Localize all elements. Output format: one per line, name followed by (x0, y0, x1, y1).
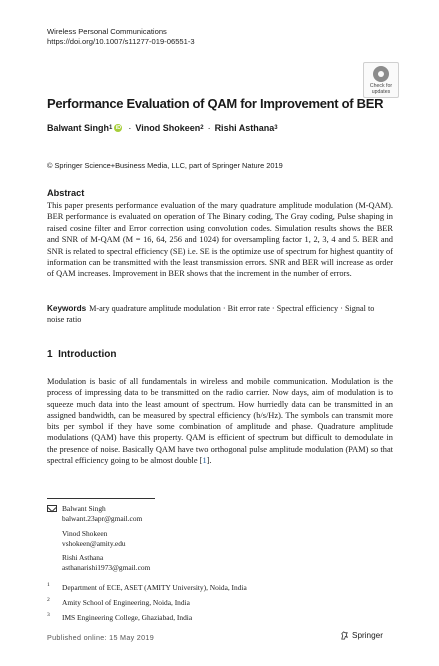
author-separator: · (128, 123, 132, 133)
paper-title: Performance Evaluation of QAM for Improvement of BER (47, 96, 384, 111)
publisher-logo (340, 631, 383, 640)
contact-name: Rishi Asthana (62, 553, 104, 562)
keywords-label: Keywords (47, 304, 87, 313)
contact-email[interactable]: balwant.23apr@gmail.com (62, 513, 143, 523)
author-list (47, 123, 278, 133)
affiliation-text: Department of ECE, ASET (AMITY University), Noida, India (62, 583, 247, 592)
section-heading (47, 349, 116, 360)
intro-end: ]. (206, 456, 212, 466)
affiliation (47, 613, 192, 622)
badge-text: Check for updates (369, 83, 393, 95)
author-name[interactable]: Vinod Shokeen (135, 123, 201, 133)
publisher-name: Springer (352, 631, 383, 640)
intro-text: Modulation is basic of all fundamentals in wireless and mobile communication. Modulation is the process of impressing data to be transmitted on the radio carrier. Now days, aim of modulation is to squeeze much data into the least amount of spectrum. How hurriedly data can be transmitted in an assigned bandwidth, can be measured by spectral efficiency (b/s/Hz). The symbols can transmit more bits per symbol if they have some combination of amplitude and phase. Quadrature amplitude modulations (QAM) have this property. QAM is efficient of spectrum but difficult to demodulate in the presence of noise. Basically QAM have two orthogonal pulse amplitude modulation (PAM) so that spectral efficiency going to be almost double [ (47, 377, 393, 466)
contact-email[interactable]: asthanarishi1973@gmail.com (62, 562, 151, 572)
contact-block (62, 504, 142, 523)
journal-header (47, 27, 195, 47)
author-affil-number: 2 (200, 125, 204, 131)
envelope-icon (47, 505, 57, 512)
abstract-text: This paper presents performance evaluation of the mary quadrature amplitude modulation (M-QAM). BER performance is evaluated on operation of The Binary coding, The Gray coding, Pulse shaping in raised cosine filter and Error correction using convolution codes. Simulation results shows the BER and SNR of M-QAM (M = 16, 64, 256 and 1024) for oversampling factor 1, 2, 3, 4 and 5. BER and SNR is related to spectral efficiency (SE) i.e. SE is the optimize use of spectrum for highest quantity of information can be transmitted with the least transmission errors. SNR and BER will increase as order of QAM increases. Improvement in BER shows that the increment in the number of errors. (47, 201, 393, 279)
author-name[interactable]: Rishi Asthana (214, 123, 275, 133)
contact-block (62, 529, 126, 548)
journal-name: Wireless Personal Communications (47, 27, 167, 36)
check-for-updates-badge[interactable] (363, 62, 399, 98)
affiliation-number: 3 (47, 612, 50, 618)
contact-email[interactable]: vshokeen@amity.edu (62, 538, 126, 548)
affiliation-text: IMS Engineering College, Ghaziabad, India (62, 613, 193, 622)
check-updates-icon (373, 66, 389, 82)
author-affil-number: 3 (274, 125, 278, 131)
affiliation-number: 1 (47, 582, 50, 588)
section-title: Introduction (58, 349, 117, 360)
abstract-heading: Abstract (47, 188, 85, 198)
orcid-icon[interactable]: iD (115, 125, 122, 131)
intro-paragraph (47, 376, 393, 466)
springer-horse-icon (340, 631, 349, 640)
affiliation (47, 598, 190, 607)
affiliation-text: Amity School of Engineering, Noida, India (62, 598, 190, 607)
journal-doi[interactable]: https://doi.org/10.1007/s11277-019-06551-3 (47, 37, 195, 46)
contact-name: Vinod Shokeen (62, 529, 108, 538)
published-date: Published online: 15 May 2019 (47, 633, 154, 642)
footnote-rule (47, 498, 155, 499)
affiliation-number: 2 (47, 597, 50, 603)
author-name[interactable]: Balwant Singh (47, 123, 110, 133)
contact-name: Balwant Singh (62, 504, 106, 513)
keywords-text: M-ary quadrature amplitude modulation · Bit error rate · Spectral efficiency · Signal to noise ratio (47, 304, 375, 325)
author-separator: · (207, 123, 211, 133)
affiliation (47, 583, 247, 592)
citation-link[interactable]: 1 (202, 456, 207, 466)
author-affil-number: 1 (109, 125, 113, 131)
section-number: 1 (47, 349, 53, 360)
copyright-notice: © Springer Science+Business Media, LLC, part of Springer Nature 2019 (47, 161, 283, 170)
contact-block (62, 553, 150, 572)
keywords (47, 303, 393, 326)
